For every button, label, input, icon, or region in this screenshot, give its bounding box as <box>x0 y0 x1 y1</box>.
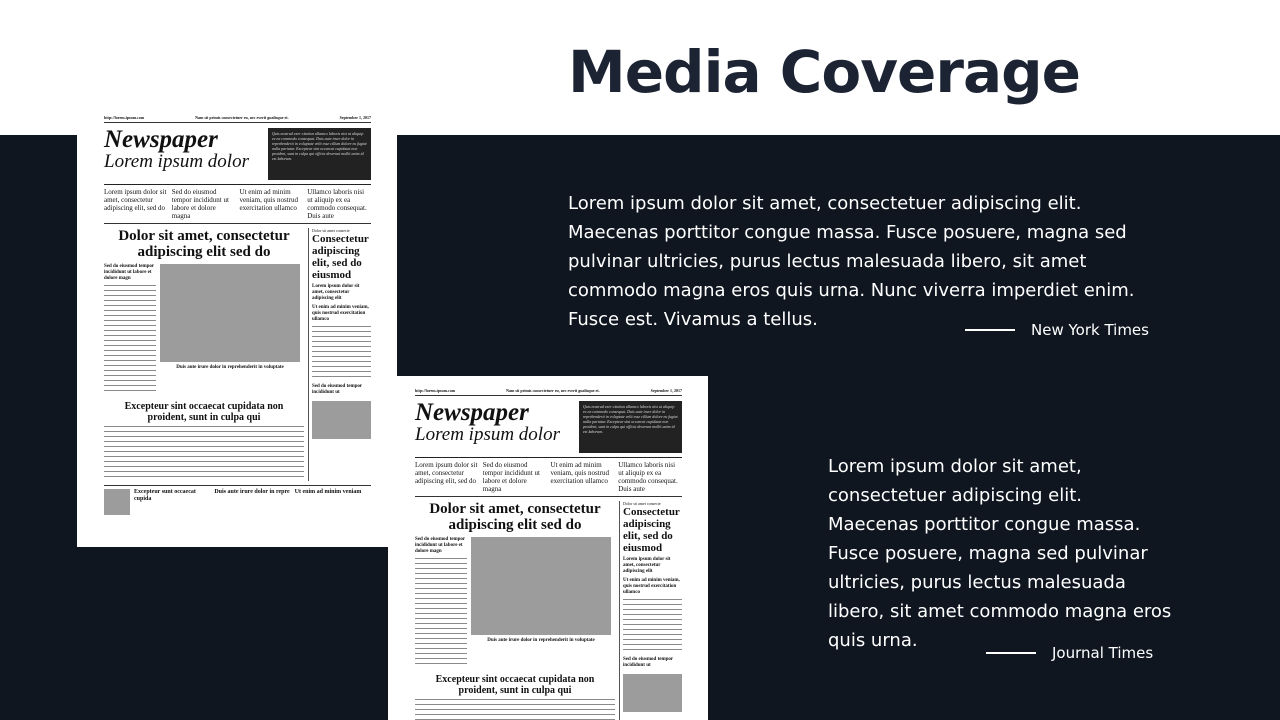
newspaper-headline-secondary: Excepteur sint occaecat cupidata non proident, sunt in culpa qui <box>435 674 595 696</box>
newspaper-side-subhead: Lorem ipsum dolor sit amet, consectetur adipiscing elit <box>312 284 360 301</box>
newspaper-name: Newspaper <box>104 126 218 153</box>
newspaper-text-lines <box>312 326 371 381</box>
newspaper-box-text: Quis nostrud exer citation ullamco laboris nisi ut aliquip ex ea commodo consequat. Duis aute irure dolor in reprehenderit in voluptate velit esse cillum dolore eu fugiat nulla pariatur. Excepteur sint occaecat cupidatat non proident, sunt in culpa qui officia deserunt mollit anim id est laborum. <box>268 128 371 180</box>
newspaper-subtitle: Lorem ipsum dolor <box>415 424 560 445</box>
newspaper-name: Newspaper <box>415 399 529 426</box>
source-name: New York Times <box>1031 321 1149 339</box>
newspaper-headline: Dolor sit amet, consectetur adipiscing elit sed do <box>118 228 290 260</box>
newspaper-side-subhead: Sed do eiusmod tempor incididunt ut <box>312 384 363 395</box>
newspaper-left-head: Sed do eiusmod tempor incididunt ut labore et dolore magn <box>415 537 466 554</box>
newspaper-text-lines <box>623 599 682 654</box>
source-dash-line <box>986 652 1036 654</box>
newspaper-topline <box>415 388 682 396</box>
testimonial-source <box>965 321 1149 339</box>
newspaper-photo <box>160 264 300 362</box>
newspaper-side-subhead: Ut enim ad minim veniam, quis nostrud exercitation ullamco <box>312 305 369 322</box>
newspaper-masthead <box>104 128 371 185</box>
newspaper-teaser: Ut enim ad minim veniam, quis nostrud exercitation ullamco <box>239 188 299 212</box>
newspaper-text-lines <box>415 558 467 668</box>
newspaper-topline <box>104 115 371 123</box>
newspaper-url: http://lorem.ipsum.com <box>415 388 456 393</box>
newspaper-date: September 1, 2017 <box>339 115 371 120</box>
newspaper-text-lines <box>104 285 156 395</box>
newspaper-teaser: Ut enim ad minim veniam, quis nostrud exercitation ullamco <box>550 461 610 485</box>
newspaper-side-photo <box>312 401 371 439</box>
newspaper-side-headline: Consectetur adipiscing elit, sed do eiusmod <box>312 233 369 281</box>
newspaper-photo <box>471 537 611 635</box>
source-dash-line <box>965 329 1015 331</box>
newspaper-photo-caption: Duis aute irure dolor in reprehenderit in voluptate <box>176 365 284 370</box>
newspaper-left-head: Sed do eiusmod tempor incididunt ut labore et dolore magn <box>104 264 155 281</box>
testimonial-text: Lorem ipsum dolor sit amet, consectetuer adipiscing elit. Maecenas porttitor congue massa. Fusce posuere, magna sed pulvinar ultricies, purus lectus malesuada libero, sit amet commodo magna eros quis urna. Nunc viverra imperdiet enim. Fusce est. Vivamus a tellus. <box>568 193 1135 330</box>
newspaper-side-headline: Consectetur adipiscing elit, sed do eiusmod <box>623 506 680 554</box>
newspaper-teaser: Ullamco laboris nisi ut aliquip ex ea commodo consequat. Duis aute <box>307 188 367 220</box>
newspaper-teasers <box>104 188 371 224</box>
newspaper-footer-item: Duis aute irure dolor in repre <box>214 489 290 495</box>
newspaper-footer-thumb <box>104 489 130 515</box>
newspaper-tagline: Nam sit primis consectetuer eu, nec everti gualisque et. <box>195 115 289 120</box>
newspaper-tagline: Nam sit primis consectetuer eu, nec everti gualisque et. <box>506 388 600 393</box>
newspaper-footer <box>104 485 371 515</box>
newspaper-side-subhead: Lorem ipsum dolor sit amet, consectetur adipiscing elit <box>623 557 671 574</box>
newspaper-url: http://lorem.ipsum.com <box>104 115 145 120</box>
newspaper-teasers <box>415 461 682 497</box>
newspaper-photo-caption: Duis aute irure dolor in reprehenderit in voluptate <box>487 638 595 643</box>
newspaper-side-kicker: Dolor sit amet consecte <box>312 228 350 233</box>
testimonial-source <box>986 644 1153 662</box>
newspaper-text-lines <box>415 699 615 720</box>
newspaper-side-subhead: Ut enim ad minim veniam, quis nostrud exercitation ullamco <box>623 578 680 595</box>
newspaper-clipping-image <box>388 376 708 720</box>
newspaper-box-text: Quis nostrud exer citation ullamco laboris nisi ut aliquip ex ea commodo consequat. Duis aute irure dolor in reprehenderit in voluptate velit esse cillum dolore eu fugiat nulla pariatur. Excepteur sint occaecat cupidatat non proident, sunt in culpa qui officia deserunt mollit anim id est laborum. <box>579 401 682 453</box>
newspaper-side-kicker: Dolor sit amet consecte <box>623 501 661 506</box>
newspaper-headline: Dolor sit amet, consectetur adipiscing elit sed do <box>429 501 601 533</box>
newspaper-clipping-image <box>77 103 397 547</box>
newspaper-date: September 1, 2017 <box>650 388 682 393</box>
newspaper-subtitle: Lorem ipsum dolor <box>104 151 249 172</box>
newspaper-teaser: Ullamco laboris nisi ut aliquip ex ea commodo consequat. Duis aute <box>618 461 678 493</box>
newspaper-side-subhead: Sed do eiusmod tempor incididunt ut <box>623 657 674 668</box>
newspaper-teaser: Sed do eiusmod tempor incididunt ut labore et dolore magna <box>171 188 229 220</box>
newspaper-text-lines <box>104 426 304 481</box>
newspaper-footer-item: Excepteur sunt occaecat cupida <box>134 489 196 502</box>
newspaper-teaser: Lorem ipsum dolor sit amet, consectetur adipiscing elit, sed do <box>415 461 478 485</box>
newspaper-teaser: Lorem ipsum dolor sit amet, consectetur adipiscing elit, sed do <box>104 188 167 212</box>
testimonial-text: Lorem ipsum dolor sit amet, consectetuer adipiscing elit. Maecenas porttitor congue massa. Fusce posuere, magna sed pulvinar ultricies, purus lectus malesuada libero, sit amet commodo magna eros quis urna. <box>828 456 1172 651</box>
newspaper-side-photo <box>623 674 682 712</box>
newspaper-masthead <box>415 401 682 458</box>
newspaper-footer-item: Ut enim ad minim veniam <box>294 489 362 495</box>
newspaper-teaser: Sed do eiusmod tempor incididunt ut labore et dolore magna <box>482 461 540 493</box>
newspaper-headline-secondary: Excepteur sint occaecat cupidata non proident, sunt in culpa qui <box>124 401 284 423</box>
page-title: Media Coverage <box>568 38 1080 106</box>
source-name: Journal Times <box>1052 644 1154 662</box>
